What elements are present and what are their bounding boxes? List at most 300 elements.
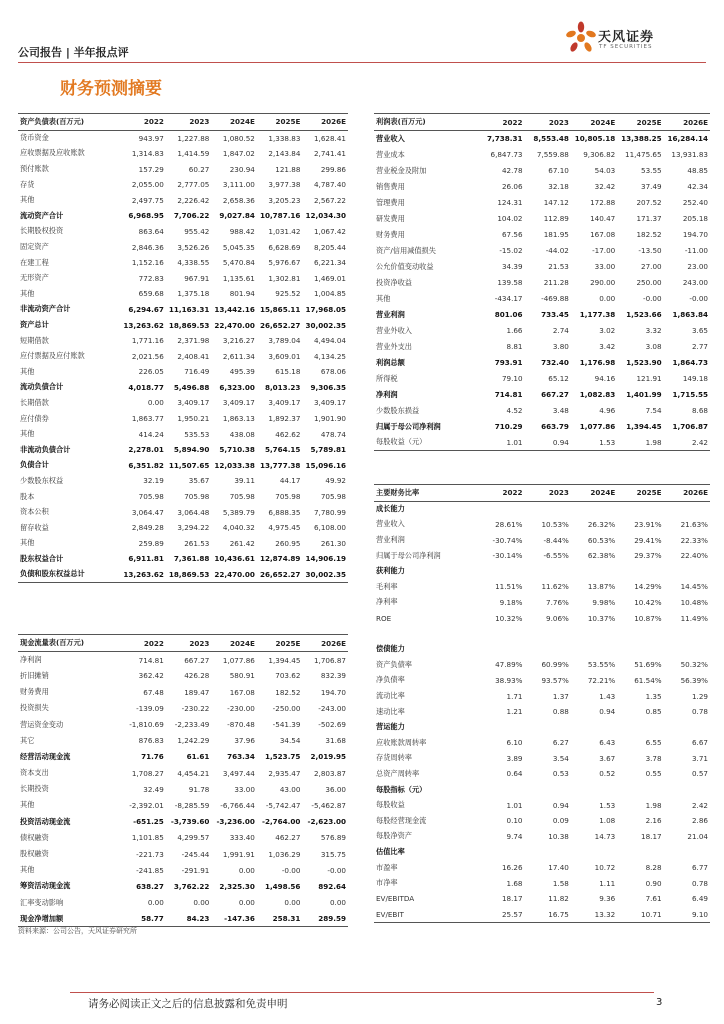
row-label: 营业外收入	[376, 325, 412, 335]
cell-value: 5,789.81	[310, 445, 346, 455]
cell-value: 1,706.87	[313, 655, 346, 665]
cell-value: 2,226.42	[177, 195, 210, 205]
cell-value: -502.69	[318, 720, 346, 730]
table-title: 资产负债表(百万元)	[18, 114, 120, 131]
cell-value: 2,611.34	[222, 351, 255, 361]
cell-value: 1.21	[506, 707, 523, 717]
year-header: 2026E	[302, 635, 348, 652]
cell-value: 1.43	[599, 691, 616, 701]
cell-value: 535.53	[184, 429, 210, 439]
table-row	[18, 364, 348, 380]
cell-value: 6,221.34	[313, 258, 346, 268]
cell-value: -241.85	[136, 865, 164, 875]
cell-value: 705.98	[184, 492, 210, 502]
row-label: 净利率	[376, 597, 398, 607]
cell-value: 7.76%	[546, 597, 569, 607]
row-label: 投资损失	[20, 703, 49, 713]
cell-value: 6,911.81	[128, 554, 164, 564]
cell-value: 6,888.35	[268, 507, 301, 517]
cell-value: 4,040.32	[222, 523, 255, 533]
cell-value: 50.32%	[680, 660, 708, 670]
cell-value: 955.42	[184, 226, 210, 236]
header-divider	[18, 62, 706, 63]
cell-value: 56.39%	[680, 675, 708, 685]
cell-value: 1.71	[506, 691, 523, 701]
cell-value: 1,628.41	[313, 133, 346, 143]
table-row	[374, 829, 710, 845]
cell-value: 299.86	[320, 164, 346, 174]
cell-value: 30,002.35	[305, 320, 346, 330]
cell-value: 0.55	[645, 769, 662, 779]
cell-value: 3,064.48	[177, 507, 210, 517]
cell-value: 705.98	[275, 492, 301, 502]
cell-value: 11,507.65	[168, 460, 210, 470]
row-label: 股东权益合计	[20, 553, 64, 563]
cell-value: 1,394.45	[626, 422, 662, 431]
cell-value: 6.77	[691, 863, 708, 873]
cell-value: -13.50	[638, 246, 662, 255]
cell-value: 147.12	[543, 198, 569, 207]
cell-value: 9.98%	[592, 597, 616, 607]
cell-value	[571, 641, 617, 657]
row-label: 公允价值变动收益	[376, 261, 434, 271]
cell-value: 4,787.40	[313, 180, 346, 190]
table-row	[18, 895, 348, 911]
cell-value: 32.19	[143, 476, 164, 486]
cell-value: 6.67	[691, 738, 708, 748]
row-label: 经营活动现金流	[20, 751, 71, 761]
table-row	[374, 626, 710, 642]
cell-value: -3,739.60	[170, 817, 210, 827]
cell-value: 18.17	[501, 894, 523, 904]
cell-value: 638.27	[136, 881, 164, 891]
cell-value: 30,002.35	[302, 567, 348, 583]
table-row	[18, 846, 348, 862]
cell-value: 289.59	[302, 911, 348, 927]
table-row	[18, 716, 348, 732]
cell-value: 3,111.00	[222, 180, 255, 190]
cell-value: 61.61	[186, 752, 210, 762]
year-header: 2026E	[664, 114, 710, 131]
row-label: 其他	[376, 293, 391, 303]
cell-value: 2.86	[691, 816, 708, 826]
table-row	[18, 733, 348, 749]
cell-value: 2,019.95	[310, 752, 346, 762]
cell-value: 205.18	[682, 214, 708, 223]
cell-value: 9,306.35	[310, 382, 346, 392]
row-label: 偿债能力	[376, 644, 405, 654]
cell-value: 5,710.38	[219, 445, 255, 455]
table-row	[374, 517, 710, 533]
cell-value: 7.61	[645, 894, 662, 904]
table-row	[374, 719, 710, 735]
footer-divider	[70, 992, 654, 993]
cell-value: 876.83	[138, 736, 164, 746]
row-label: 负债合计	[20, 460, 49, 470]
year-header: 2024E	[571, 485, 617, 502]
report-category: 公司报告 | 半年报点评	[18, 46, 129, 59]
cell-value: 22.33%	[680, 535, 708, 545]
row-label: 其他	[20, 366, 35, 376]
cell-value: 10.38	[548, 831, 569, 841]
cell-value: 13,442.16	[214, 304, 255, 314]
cell-value: 1,394.45	[268, 655, 301, 665]
table-row	[374, 419, 710, 435]
cell-value: 260.95	[275, 538, 301, 548]
cell-value: 4,454.21	[177, 768, 210, 778]
cell-value: 678.06	[320, 367, 346, 377]
table-row	[374, 860, 710, 876]
cell-value: 0.00	[147, 898, 164, 908]
table-row	[18, 878, 348, 894]
row-label: 应付债券	[20, 413, 49, 423]
row-label: 其他	[20, 800, 35, 810]
cell-value: 167.08	[590, 230, 616, 239]
cell-value: 426.28	[184, 671, 210, 681]
cell-value: 9.36	[599, 894, 616, 904]
cell-value	[617, 641, 663, 657]
row-label: 财务费用	[376, 229, 405, 239]
cell-value: -5,462.87	[311, 800, 346, 810]
table-header-row	[374, 485, 710, 502]
table-title: 主要财务比率	[374, 485, 478, 502]
row-label: 无形资产	[20, 273, 49, 283]
cell-value: 1,077.86	[579, 422, 616, 431]
row-label: 存货	[20, 179, 35, 189]
table-row	[374, 751, 710, 767]
cell-value: 7,780.99	[313, 507, 346, 517]
cell-value: -11.00	[684, 246, 708, 255]
table-row	[18, 520, 348, 536]
cell-value: 29.41%	[634, 535, 662, 545]
year-header: 2025E	[617, 114, 663, 131]
cell-value: 6,294.67	[128, 304, 164, 314]
cell-value: 157.29	[138, 164, 164, 174]
cell-value: -5,742.47	[265, 800, 301, 810]
row-label: 营业利润	[376, 309, 405, 319]
row-label: 总资产周转率	[376, 768, 420, 778]
cell-value: 1.01	[478, 435, 524, 451]
cell-value: 659.68	[138, 289, 164, 299]
row-label: 其他	[20, 288, 35, 298]
cell-value: 13,777.38	[259, 460, 301, 470]
cell-value: 33.00	[594, 262, 616, 271]
data-source-note: 资料来源：公司公告，天风证券研究所	[18, 927, 137, 935]
row-label: 市净率	[376, 878, 398, 888]
cell-value: 1,077.86	[222, 655, 255, 665]
cell-value: 182.52	[636, 230, 662, 239]
cell-value: 23.91%	[634, 519, 662, 529]
cell-value: 3,216.27	[222, 336, 255, 346]
table-row	[18, 177, 348, 193]
cell-value: 1,314.83	[131, 148, 164, 158]
cell-value: 243.00	[682, 278, 708, 287]
cell-value: 3,762.22	[173, 881, 210, 891]
cell-value: 0.00	[599, 294, 616, 303]
year-header: 2022	[120, 635, 166, 652]
cell-value	[525, 563, 571, 579]
cell-value: 1,031.42	[268, 226, 301, 236]
cell-value: 15,096.16	[305, 460, 346, 470]
cell-value: 1.29	[691, 691, 708, 701]
cell-value: 10.72	[594, 863, 616, 873]
page-title: 财务预测摘要	[60, 79, 162, 99]
year-header: 2023	[525, 114, 571, 131]
table-row	[18, 473, 348, 489]
row-label: 获利能力	[376, 566, 405, 576]
cell-value: 1,991.91	[222, 849, 255, 859]
cell-value: 3.80	[552, 342, 569, 351]
cell-value: 3,977.38	[268, 180, 301, 190]
table-row	[374, 371, 710, 387]
cell-value: 10.71	[617, 907, 663, 923]
cell-value: 3,609.01	[268, 351, 301, 361]
row-label: 其他	[20, 865, 35, 875]
cell-value: 714.81	[494, 390, 523, 399]
cell-value: 2,497.75	[131, 195, 164, 205]
table-row	[18, 302, 348, 318]
row-label: 股本	[20, 491, 35, 501]
cell-value	[617, 501, 663, 517]
cell-value: 2,935.47	[268, 768, 301, 778]
cell-value: 0.10	[506, 816, 523, 826]
cell-value: 495.39	[229, 367, 255, 377]
row-label: 销售费用	[376, 181, 405, 191]
cell-value: 67.48	[143, 687, 164, 697]
cell-value: 315.75	[320, 849, 346, 859]
cell-value: 576.89	[320, 833, 346, 843]
cell-value: 2,278.01	[128, 445, 164, 455]
cell-value: 44.17	[279, 476, 301, 486]
table-row	[374, 195, 710, 211]
table-row	[18, 797, 348, 813]
cell-value: 0.94	[552, 800, 569, 810]
table-row	[374, 227, 710, 243]
cell-value: 14.73	[594, 831, 616, 841]
table-row	[18, 224, 348, 240]
cell-value	[478, 501, 524, 517]
cell-value: 60.99%	[541, 660, 569, 670]
cell-value: -139.09	[136, 703, 164, 713]
year-header: 2025E	[257, 114, 303, 131]
table-title: 利润表(百万元)	[374, 114, 478, 131]
cell-value: 1,901.90	[313, 414, 346, 424]
cell-value: 9.18%	[499, 597, 523, 607]
cell-value: -30.74%	[492, 535, 523, 545]
cell-value: 10.37%	[587, 613, 616, 623]
row-label: 流动比率	[376, 691, 405, 701]
cell-value: 172.88	[590, 198, 616, 207]
cell-value: 2.42	[664, 435, 710, 451]
cell-value: 37.49	[641, 182, 662, 191]
cell-value: 2,021.56	[131, 351, 164, 361]
cell-value: -245.44	[181, 849, 210, 859]
cell-value: 5,470.84	[222, 258, 255, 268]
cell-value: 7,559.88	[536, 150, 569, 159]
cell-value: 0.85	[645, 707, 662, 717]
cell-value: 580.91	[229, 671, 255, 681]
row-label: 每股指标（元）	[376, 784, 427, 794]
row-label: 速动比率	[376, 706, 405, 716]
cell-value: 5,764.15	[264, 445, 301, 455]
cell-value	[664, 626, 710, 642]
cell-value: 615.18	[275, 367, 301, 377]
cell-value: 13,263.62	[120, 567, 166, 583]
cell-value: 5,976.67	[268, 258, 301, 268]
row-label: 每股收益（元）	[374, 435, 478, 451]
cell-value	[664, 563, 710, 579]
row-label: 净负债率	[376, 675, 405, 685]
logo-subtitle: TF SECURITIES	[599, 44, 653, 50]
row-label: 折旧摊销	[20, 670, 49, 680]
cell-value: 207.52	[636, 198, 662, 207]
cell-value: -30.14%	[492, 551, 523, 561]
cell-value: 261.53	[184, 538, 210, 548]
cell-value: 714.81	[138, 655, 164, 665]
cell-value: 121.88	[275, 164, 301, 174]
cell-value: 34.39	[501, 262, 523, 271]
row-label: 成长能力	[376, 504, 405, 514]
row-label: 现金净增加额	[18, 911, 120, 927]
cell-value: -230.00	[227, 703, 255, 713]
row-label: 流动资产合计	[20, 210, 64, 220]
balance-sheet-table	[18, 113, 348, 583]
row-label: 股权融资	[20, 849, 49, 859]
row-label: 营业收入	[376, 133, 405, 143]
row-label: 营业收入	[376, 519, 405, 529]
cell-value: 3,205.23	[268, 195, 301, 205]
cell-value: 11,163.31	[168, 304, 210, 314]
cell-value: 104.02	[497, 214, 523, 223]
cell-value: 1,338.83	[268, 133, 301, 143]
cell-value: 1.11	[599, 878, 616, 888]
cell-value: 7,738.31	[487, 134, 523, 144]
page-number: 3	[656, 997, 663, 1008]
row-label: 投资活动现金流	[20, 816, 71, 826]
table-row	[374, 532, 710, 548]
cell-value: 2,055.00	[131, 180, 164, 190]
cell-value: -2,623.00	[307, 817, 346, 827]
cell-value: 1,082.83	[579, 390, 616, 399]
table-title: 现金流量表(百万元)	[18, 635, 120, 652]
table-row	[374, 595, 710, 611]
cell-value: 9.74	[506, 831, 523, 841]
cell-value: 18,869.53	[168, 320, 210, 330]
cell-value: 0.00	[147, 398, 164, 408]
cell-value: 5,045.35	[222, 242, 255, 252]
cell-value: 181.95	[543, 230, 569, 239]
cell-value: 2,143.84	[268, 148, 301, 158]
cell-value: 9.10	[664, 907, 710, 923]
table-row	[374, 782, 710, 798]
table-row	[18, 684, 348, 700]
table-header-row	[18, 635, 348, 652]
cell-value: 13,931.83	[671, 150, 708, 159]
cell-value: 91.78	[188, 784, 210, 794]
row-label: 利润总额	[376, 357, 405, 367]
row-label: 资产总计	[20, 320, 49, 330]
cell-value: 4.52	[506, 406, 523, 415]
cell-value: 732.40	[541, 358, 569, 367]
year-header: 2022	[478, 485, 524, 502]
row-label: 资本支出	[20, 768, 49, 778]
cell-value	[478, 641, 524, 657]
cell-value: 0.00	[238, 865, 255, 875]
cell-value: 182.52	[275, 687, 301, 697]
cell-value: 1.01	[506, 800, 523, 810]
cell-value	[617, 719, 663, 735]
cell-value: 0.00	[238, 898, 255, 908]
cell-value: 9.06%	[546, 613, 569, 623]
cell-value: 6,323.00	[219, 382, 255, 392]
cell-value: 48.85	[687, 166, 708, 175]
table-row	[374, 579, 710, 595]
cell-value: 832.39	[320, 671, 346, 681]
cell-value: -1,810.69	[129, 720, 164, 730]
cell-value: -8.44%	[543, 535, 569, 545]
cell-value: 3.65	[691, 326, 708, 335]
cell-value: 0.00	[193, 898, 210, 908]
cell-value: 21.04	[687, 831, 708, 841]
cell-value: 0.57	[691, 769, 708, 779]
table-header-row	[18, 114, 348, 131]
cell-value: 13,388.25	[621, 134, 662, 144]
cell-value: -221.73	[136, 849, 164, 859]
cell-value: 94.16	[594, 374, 616, 383]
year-header: 2023	[166, 635, 212, 652]
cell-value: 10,805.18	[574, 134, 616, 144]
cell-value: 10.53%	[541, 519, 569, 529]
cell-value: 1,227.88	[177, 133, 210, 143]
cell-value: 10.48%	[680, 597, 708, 607]
cell-value	[478, 844, 524, 860]
cell-value: 7,361.88	[173, 554, 210, 564]
cell-value: -3,236.00	[216, 817, 255, 827]
row-label: 每股净资产	[376, 831, 412, 841]
cell-value	[617, 626, 663, 642]
cell-value: 2.74	[552, 326, 569, 335]
table-row	[18, 270, 348, 286]
cell-value: 2,658.36	[222, 195, 255, 205]
cell-value: -2,392.01	[129, 800, 164, 810]
table-row	[18, 911, 348, 927]
cell-value: 1,864.73	[672, 358, 708, 367]
cell-value: 258.31	[257, 911, 303, 927]
cell-value	[571, 563, 617, 579]
cell-value: 863.64	[138, 226, 164, 236]
cell-value: 67.10	[548, 166, 569, 175]
cell-value: 705.98	[320, 492, 346, 502]
table-row	[374, 548, 710, 564]
cash-flow-table	[18, 634, 348, 927]
table-row	[18, 161, 348, 177]
cell-value: 3,409.17	[177, 398, 210, 408]
cell-value: 290.00	[590, 278, 616, 287]
table-row	[374, 704, 710, 720]
cell-value: 793.91	[494, 358, 523, 367]
year-header: 2024E	[211, 114, 257, 131]
cell-value: 0.64	[506, 769, 523, 779]
table-row	[374, 307, 710, 323]
row-label: 在建工程	[20, 257, 49, 267]
cell-value: -434.17	[494, 294, 523, 303]
cell-value: 2.42	[691, 800, 708, 810]
cell-value: 4.96	[599, 406, 616, 415]
cell-value: 478.74	[320, 429, 346, 439]
cell-value: 42.34	[687, 182, 708, 191]
table-row	[18, 146, 348, 162]
cell-value: 51.69%	[634, 660, 662, 670]
